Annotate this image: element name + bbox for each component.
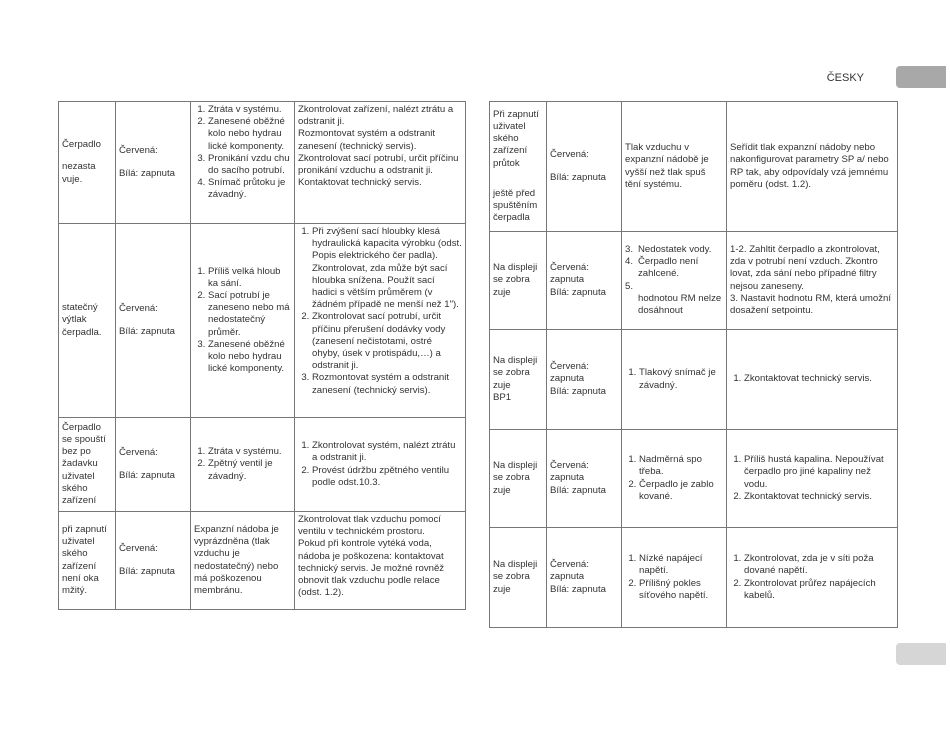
led-red-label: Červená: — [550, 460, 589, 472]
remedy-item: 2. Zkontrolovat průřez napájecích kabelů. — [744, 578, 894, 602]
cause-cell — [622, 430, 727, 528]
remedy-item: 1. Při zvýšení sací hloubky klesá hydraulická kapacita výrobku (odst. Popis elektrického čer padla). Zkontrolovat, zda může být sací hloubka snížena. Použít sací hadici s větším průměrem (v žádném případě ne menší než 1"). — [312, 226, 462, 311]
fault-text: žadavku — [62, 458, 98, 470]
fault-cell — [59, 102, 116, 224]
fault-text: se zobra — [493, 472, 530, 484]
fault-text: Na displeji — [493, 355, 538, 367]
led-red-label: Červená: — [119, 543, 158, 555]
fault-cell — [59, 224, 116, 418]
cause-item: 3. Zanesené oběžné kolo nebo hydrau lické komponenty. — [208, 339, 291, 376]
led-cell — [547, 102, 622, 232]
fault-text: čerpadla — [493, 212, 530, 224]
remedy-item: 3. Rozmontovat systém a odstranit zanesení (technický servis). — [312, 372, 462, 396]
fault-cell — [490, 330, 547, 430]
fault-text: zařízení — [62, 560, 97, 572]
cause-item: 5. — [625, 280, 634, 292]
led-white-label: Bílá: zapnuta — [119, 167, 176, 179]
led-red-label: Červená: — [550, 149, 589, 161]
remedy-cell: Seřídit tlak expanzní nádoby nebo nakonfigurovat parametry SP a/ nebo RP tak, aby odpovídaly vzá jemnému poměru (odst. 1.2). — [727, 102, 898, 232]
fault-text: mžitý. — [62, 584, 88, 596]
remedy-item: 2. Zkontaktovat technický servis. — [744, 491, 894, 503]
remedy-item: 1. Zkontaktovat technický servis. — [744, 373, 894, 385]
fault-text: průtok — [493, 157, 520, 169]
fault-text: při zapnutí — [62, 523, 107, 535]
cause-cell — [622, 528, 727, 628]
cause-item: 4. Čerpadlo není zahlcené. — [625, 256, 699, 280]
led-red-label: Červená: — [119, 447, 158, 459]
led-white-label: Bílá: zapnuta — [550, 286, 607, 298]
table-row — [490, 102, 898, 232]
remedy-cell — [727, 528, 898, 628]
led-white-label: Bílá: zapnuta — [119, 469, 176, 481]
cause-item: 2. Sací potrubí je zaneseno nebo má nedostatečný průměr. — [208, 290, 291, 339]
cause-cell — [191, 102, 295, 224]
led-cell — [547, 232, 622, 330]
fault-cell — [490, 232, 547, 330]
led-red-state: zapnuta — [550, 373, 585, 385]
fault-text: Na displeji — [493, 559, 538, 571]
led-white-label: Bílá: zapnuta — [119, 565, 176, 577]
right-troubleshooting-table — [489, 101, 898, 628]
fault-text: uživatel — [62, 536, 95, 548]
led-white-label: Bílá: zapnuta — [550, 171, 607, 183]
cause-cell: Expanzní nádoba je vyprázdněna (tlak vzduchu je nedostatečný) nebo má poškozenou membránu. — [191, 512, 295, 610]
table-row — [490, 330, 898, 430]
led-red-label: Červená: — [119, 145, 158, 157]
table-row — [59, 512, 466, 610]
fault-text: statečný — [62, 302, 98, 314]
remedy-item: 1. Příliš hustá kapalina. Nepoužívat čerpadlo pro jiné kapaliny než vodu. — [744, 454, 894, 491]
fault-text: ského — [493, 133, 519, 145]
led-red-state: zapnuta — [550, 571, 585, 583]
language-tab — [896, 66, 946, 88]
remedy-cell: Zkontrolovat tlak vzduchu pomocí ventilu v technickém prostoru. Pokud při kontrole vytéká voda, nádoba je poškozena: kontaktovat technický servis. Je možné rovněž obnovit tlak vzduchu podle relace (odst. 1.2). — [295, 512, 466, 610]
cause-item: 3. Nedostatek vody. — [625, 243, 712, 255]
cause-item: 2. Zpětný ventil je závadný. — [208, 458, 291, 482]
fault-text: se zobra — [493, 367, 530, 379]
cause-item: 1. Příliš velká hloub ka sání. — [208, 266, 291, 290]
fault-text: Čerpadlo — [62, 139, 101, 151]
remedy-cell: Zkontrolovat zařízení, nalézt ztrátu a odstranit ji. Rozmontovat systém a odstranit zanesení (technický servis). Zkontrolovat sací potrubí, určit příčinu pronikání vzduchu a odstranit ji. Kontaktovat technický servis. — [295, 102, 466, 224]
fault-text: není oka — [62, 572, 99, 584]
table-row — [59, 224, 466, 418]
fault-text: výtlak — [62, 314, 87, 326]
fault-text: čerpadla. — [62, 326, 102, 338]
led-red-label: Červená: — [550, 262, 589, 274]
fault-cell — [490, 430, 547, 528]
cause-item: 1. Ztráta v systému. — [208, 446, 291, 458]
led-cell — [116, 224, 191, 418]
led-red-state: zapnuta — [550, 274, 585, 286]
fault-cell — [59, 418, 116, 512]
remedy-item: 2. Provést údržbu zpětného ventilu podle odst.10.3. — [312, 465, 462, 489]
remedy-item: 2. Zkontrolovat sací potrubí, určit příčinu přerušení dodávky vody (zanesení nečistotami, ostré ohyby, úsek v protispádu,…) a odstranit ji. — [312, 311, 462, 372]
fault-text: Čerpadlo — [62, 421, 101, 433]
fault-text: ského — [62, 482, 88, 494]
table-row — [490, 232, 898, 330]
fault-text: BP1 — [493, 391, 512, 403]
led-cell — [547, 430, 622, 528]
led-cell — [116, 512, 191, 610]
fault-text: ještě před — [493, 187, 536, 199]
cause-item: 1. Tlakový snímač je závadný. — [639, 367, 723, 391]
fault-cell — [490, 528, 547, 628]
remedy-item: 1. Zkontrolovat systém, nalézt ztrátu a odstranit ji. — [312, 440, 462, 464]
table-row — [59, 102, 466, 224]
fault-text: zuje — [493, 379, 511, 391]
fault-text: uživatel — [493, 120, 526, 132]
fault-text: nezasta — [62, 161, 96, 173]
fault-text: uživatel — [62, 470, 95, 482]
language-label: ČESKY — [826, 72, 864, 84]
remedy-cell — [727, 430, 898, 528]
fault-text: Na displeji — [493, 460, 538, 472]
led-white-label: Bílá: zapnuta — [550, 484, 607, 496]
cause-item: 2. Čerpadlo je zablo kované. — [639, 479, 723, 503]
remedy-cell — [295, 418, 466, 512]
cause-item: 2. Zanesené oběžné kolo nebo hydrau lické komponenty. — [208, 116, 291, 153]
cause-cell — [191, 418, 295, 512]
fault-text: Na displeji — [493, 262, 538, 274]
led-red-label: Červená: — [550, 361, 589, 373]
fault-cell — [490, 102, 547, 232]
fault-text: se zobra — [493, 274, 530, 286]
fault-text: Při zapnutí — [493, 108, 539, 120]
remedy-cell — [727, 330, 898, 430]
cause-cell — [622, 330, 727, 430]
cause-item: 1. Nízké napájecí napětí. — [639, 553, 723, 577]
fault-cell — [59, 512, 116, 610]
left-troubleshooting-table — [58, 101, 466, 610]
led-red-state: zapnuta — [550, 472, 585, 484]
table-row — [490, 528, 898, 628]
led-white-label: Bílá: zapnuta — [550, 385, 607, 397]
table-row — [490, 430, 898, 528]
cause-item: 4. Snímač průtoku je závadný. — [208, 177, 291, 201]
led-cell — [547, 330, 622, 430]
fault-text: ského — [62, 548, 88, 560]
remedy-cell: 1-2. Zahltit čerpadlo a zkontrolovat, zda v potrubí není vzduch. Zkontro lovat, zda sání nebo případné filtry nejsou zaneseny. 3. Nastavit hodnotu RM, která umožní dosažení setpointu. — [727, 232, 898, 330]
cause-item: 3. Pronikání vzdu chu do sacího potrubí. — [208, 153, 291, 177]
fault-text: zařízení — [62, 495, 97, 506]
cause-item: 1. Nadměrná spo třeba. — [639, 454, 723, 478]
page-number-tab — [896, 643, 946, 665]
cause-item: 2. Přílišný pokles síťového napětí. — [639, 578, 723, 602]
led-cell — [116, 418, 191, 512]
fault-text: vuje. — [62, 173, 83, 185]
fault-text: se zobra — [493, 571, 530, 583]
cause-cell — [622, 232, 727, 330]
fault-text: zuje — [493, 583, 511, 595]
cause-cell: Tlak vzduchu v expanzní nádobě je vyšší než tlak spuš tění systému. — [622, 102, 727, 232]
led-red-label: Červená: — [550, 559, 589, 571]
fault-text: zařízení — [493, 145, 528, 157]
led-white-label: Bílá: zapnuta — [550, 583, 607, 595]
fault-text: spuštěním — [493, 199, 538, 211]
cause-item: hodnotou RM nelze dosáhnout — [638, 292, 722, 316]
fault-text: bez po — [62, 446, 91, 458]
led-cell — [547, 528, 622, 628]
led-cell — [116, 102, 191, 224]
fault-text: zuje — [493, 286, 511, 298]
led-white-label: Bílá: zapnuta — [119, 325, 176, 337]
led-red-label: Červená: — [119, 303, 158, 315]
cause-cell — [191, 224, 295, 418]
remedy-item: 1. Zkontrolovat, zda je v síti poža dované napětí. — [744, 553, 894, 577]
fault-text: se spouští — [62, 433, 106, 445]
fault-text: zuje — [493, 484, 511, 496]
remedy-cell — [295, 224, 466, 418]
table-row — [59, 418, 466, 512]
cause-item: 1. Ztráta v systému. — [208, 104, 291, 116]
